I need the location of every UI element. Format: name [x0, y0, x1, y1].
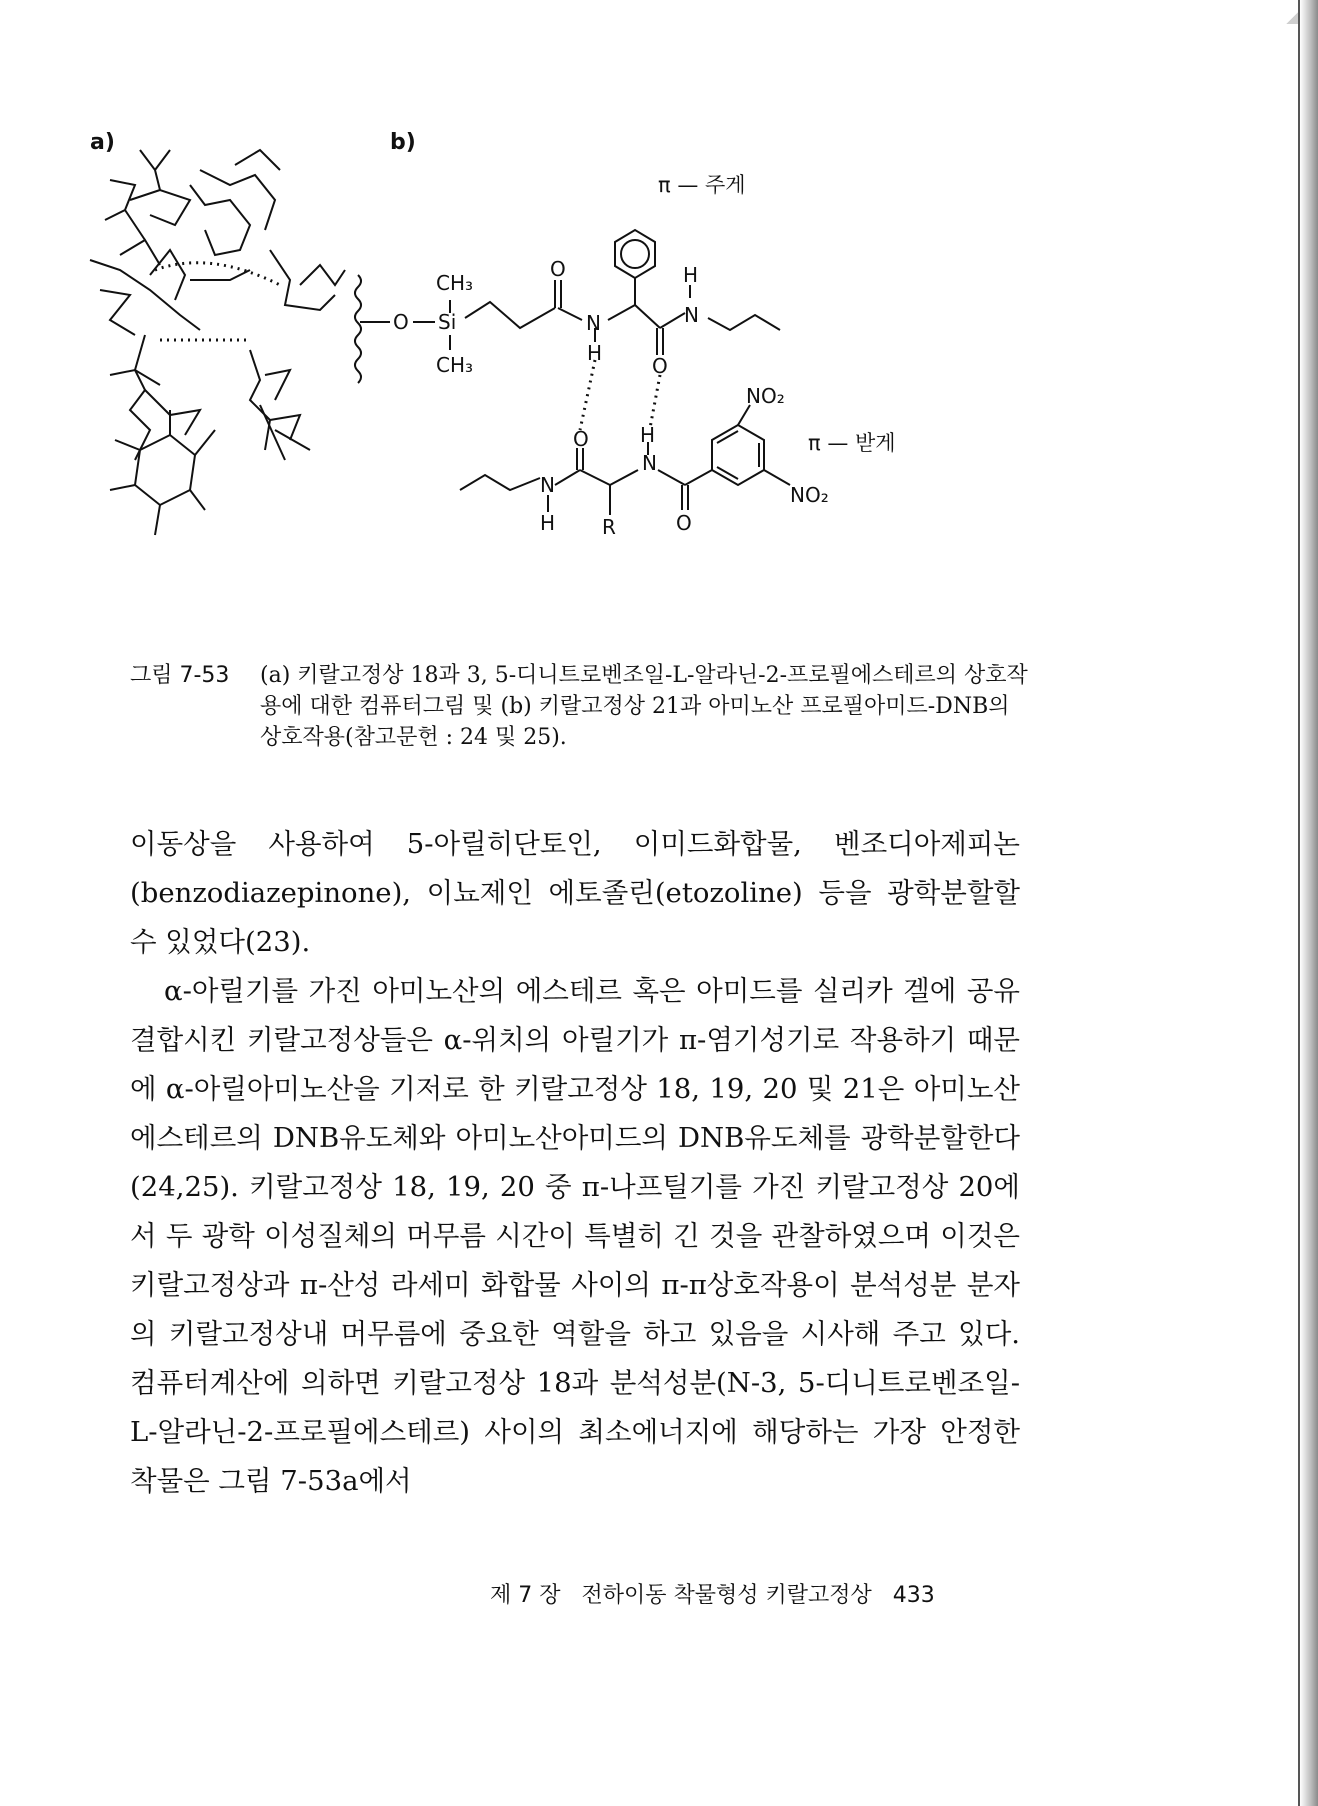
- pi-acceptor-label: π — 받게: [808, 431, 896, 455]
- si-label: Si: [438, 310, 457, 334]
- footer-chapter: 제 7 장: [490, 1583, 561, 1608]
- no2-top-label: NO₂: [746, 384, 785, 408]
- caption-label: 그림 7-53: [130, 663, 230, 688]
- o-link-label: O: [393, 310, 409, 334]
- footer-title: 전하이동 착물형성 키랄고정상: [581, 1583, 872, 1608]
- o-carbonyl1-label: O: [550, 257, 566, 281]
- page-shadow: [1300, 0, 1318, 1806]
- caption-text: (a) 키랄고정상 18과 3, 5-디니트로벤조일-L-알라닌-2-프로필에스테르의 상호작용에 대한 컴퓨터그림 및 (b) 키랄고정상 21과 아미노산 프로필아미드-DNB의 상호작용(참고문헌 : 24 및 25).: [260, 663, 1028, 750]
- n1-label: N: [586, 311, 601, 335]
- paragraph-2: α-아릴기를 가진 아미노산의 에스테르 혹은 아미드를 실리카 겔에 공유결합시킨 키랄고정상들은 α-위치의 아릴기가 π-염기성기로 작용하기 때문에 α-아릴아미노산을 기저로 한 키랄고정상 18, 19, 20 및 21은 아미노산에스테르의 DNB유도체와 아미노산아미드의 DNB유도체를 광학분할한다(24,25). 키랄고정상 18, 19, 20 중 π-나프틸기를 가진 키랄고정상 20에서 두 광학 이성질체의 머무름 시간이 특별히 긴 것을 관찰하였으며 이것은 키랄고정상과 π-산성 라세미 화합물 사이의 π-π상호작용이 분석성분 분자의 키랄고정상내 머무름에 중요한 역할을 하고 있음을 시사해 주고 있다. 컴퓨터계산에 의하면 키랄고정상 18과 분석성분(N-3, 5-디니트로벤조일-L-알라닌-2-프로필에스테르) 사이의 최소에너지에 해당하는 가장 안정한 착물은 그림 7-53a에서: [130, 975, 1021, 1497]
- panel-label-b: b): [390, 130, 416, 155]
- body-text: [130, 820, 1020, 1506]
- h1-label: H: [587, 341, 603, 365]
- o-carbonyl2-label: O: [652, 354, 668, 378]
- ch3-bottom-label: CH₃: [436, 353, 474, 377]
- h4-label: H: [540, 511, 556, 535]
- r-label: R: [602, 515, 616, 539]
- pi-donor-label: π — 주게: [658, 173, 746, 197]
- page-footer: [490, 1578, 935, 1609]
- o3-label: O: [573, 427, 589, 451]
- n2-label: N: [684, 303, 699, 327]
- structure-b: [355, 230, 790, 515]
- no2-bottom-label: NO₂: [790, 483, 829, 507]
- figure-7-53: [90, 130, 1050, 650]
- hbond-dots-a: [155, 263, 280, 340]
- ch3-top-label: CH₃: [436, 271, 474, 295]
- panel-label-a: a): [90, 130, 115, 155]
- page-number: 433: [892, 1583, 935, 1608]
- stick-model-a: [90, 150, 345, 535]
- o4-label: O: [676, 511, 692, 535]
- h2-label: H: [683, 263, 699, 287]
- h3-label: H: [640, 423, 656, 447]
- hbond-dots-b: [580, 360, 660, 430]
- paragraph-1: 이동상을 사용하여 5-아릴히단토인, 이미드화합물, 벤조디아제피논(benzodiazepinone), 이뇨제인 에토졸린(etozoline) 등을 광학분할할 수 있었다(23).: [130, 828, 1020, 958]
- n3-label: N: [642, 451, 657, 475]
- n4-label: N: [540, 473, 555, 497]
- molecular-figure: [90, 130, 1050, 650]
